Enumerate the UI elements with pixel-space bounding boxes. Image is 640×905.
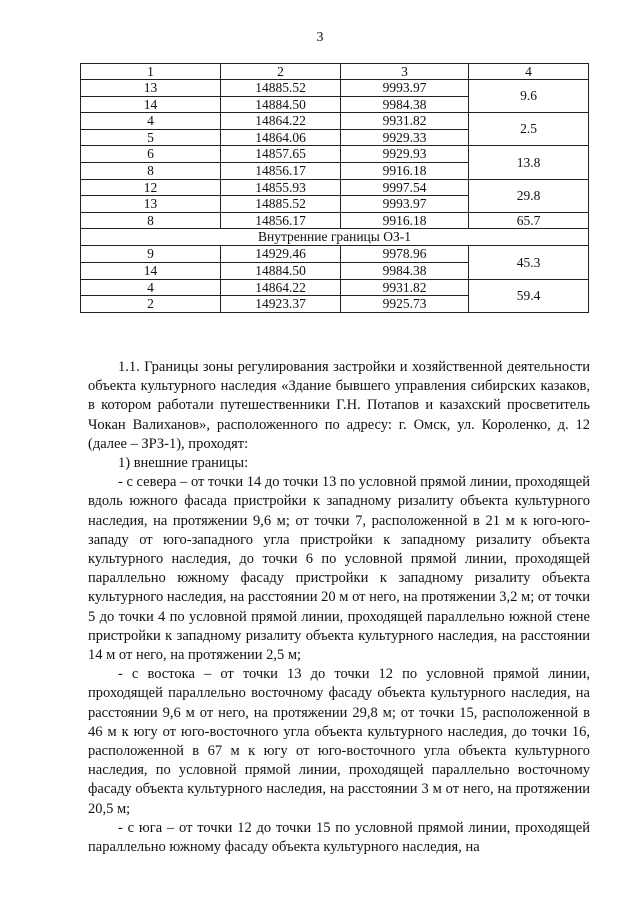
paragraph: - с востока – от точки 13 до точки 12 по условной прямой линии, проходящей параллельно восточному фасаду объекта культурного наследия, на расстоянии 9,6 м от него, на протяжении 29,8 м; от точки 15, расположенной в 46 м к югу от юго-восточного угла объекта культурного наследия, до точки 16, расположенной в 67 м к югу от юго-восточного угла объекта культурного наследия, по условной прямой линии, проходящей параллельно восточному фасаду объекта культурного наследия, на расстоянии 3 м от него, на протяжении 20,5 м;: [88, 666, 590, 817]
y-coordinate-cell: 9997.54: [341, 179, 469, 196]
y-coordinate-cell: 9993.97: [341, 196, 469, 213]
distance-cell: 13.8: [469, 146, 589, 179]
paragraph: - с севера – от точки 14 до точки 13 по условной прямой линии, проходящей вдоль южного фасада пристройки к западному ризалиту объекта культурного наследия, на протяжении 9,6 м; от точки 7, расположенной в 21 м к юго-юго-западу от юго-западного угла пристройки к западному ризалиту объекта культурного наследия, до точки 6 по условной прямой линии, проходящей параллельно южному фасаду пристройки к западному ризалиту объекта культурного наследия, на расстоянии 20 м от него, на протяжении 3,2 м; от точки 5 до точки 4 по условной прямой линии, проходящей параллельно южной стене пристройки к западному ризалиту объекта культурного наследия, на расстоянии 14 м от него, на протяжении 2,5 м;: [88, 474, 590, 664]
point-number-cell: 8: [81, 162, 221, 179]
distance-cell: 2.5: [469, 113, 589, 146]
header-cell: 4: [469, 64, 589, 80]
point-number-cell: 14: [81, 96, 221, 113]
y-coordinate-cell: 9931.82: [341, 279, 469, 296]
distance-cell: 29.8: [469, 179, 589, 212]
y-coordinate-cell: 9984.38: [341, 96, 469, 113]
distance-cell: 45.3: [469, 246, 589, 279]
y-coordinate-cell: 9984.38: [341, 262, 469, 279]
point-number-cell: 14: [81, 262, 221, 279]
y-coordinate-cell: 9916.18: [341, 212, 469, 229]
x-coordinate-cell: 14929.46: [221, 246, 341, 263]
x-coordinate-cell: 14923.37: [221, 296, 341, 313]
table-row: [81, 113, 589, 130]
document-body: [88, 358, 590, 857]
distance-cell: 65.7: [469, 212, 589, 229]
point-number-cell: 9: [81, 246, 221, 263]
table-row: [81, 179, 589, 196]
x-coordinate-cell: 14856.17: [221, 162, 341, 179]
table-header-row: [81, 64, 589, 80]
section-row: [81, 229, 589, 246]
table-row: [81, 212, 589, 229]
paragraph: 1) внешние границы:: [118, 455, 249, 472]
coordinates-table-body: [81, 64, 589, 313]
table-row: [81, 246, 589, 263]
y-coordinate-cell: 9931.82: [341, 113, 469, 130]
point-number-cell: 2: [81, 296, 221, 313]
table-row: [81, 146, 589, 163]
x-coordinate-cell: 14855.93: [221, 179, 341, 196]
header-cell: 1: [81, 64, 221, 80]
header-cell: 2: [221, 64, 341, 80]
section-title: Внутренние границы ОЗ-1: [81, 229, 589, 246]
y-coordinate-cell: 9978.96: [341, 246, 469, 263]
table-row: [81, 279, 589, 296]
point-number-cell: 4: [81, 279, 221, 296]
x-coordinate-cell: 14884.50: [221, 96, 341, 113]
table-row: [81, 80, 589, 97]
distance-cell: 59.4: [469, 279, 589, 312]
y-coordinate-cell: 9916.18: [341, 162, 469, 179]
x-coordinate-cell: 14856.17: [221, 212, 341, 229]
point-number-cell: 13: [81, 80, 221, 97]
header-cell: 3: [341, 64, 469, 80]
page-number: 3: [316, 30, 324, 45]
point-number-cell: 6: [81, 146, 221, 163]
y-coordinate-cell: 9929.33: [341, 129, 469, 146]
distance-cell: 9.6: [469, 80, 589, 113]
point-number-cell: 13: [81, 196, 221, 213]
x-coordinate-cell: 14885.52: [221, 80, 341, 97]
y-coordinate-cell: 9929.93: [341, 146, 469, 163]
x-coordinate-cell: 14864.06: [221, 129, 341, 146]
paragraph: 1.1. Границы зоны регулирования застройки и хозяйственной деятельности объекта культурного наследия «Здание бывшего управления сибирских казаков, в котором работали путешественники Г.Н. Потапов и казахский просветитель Чокан Валиханов», расположенного по адресу: г. Омск, ул. Короленко, д. 12 (далее – ЗРЗ-1), проходят:: [88, 359, 590, 452]
y-coordinate-cell: 9993.97: [341, 80, 469, 97]
x-coordinate-cell: 14885.52: [221, 196, 341, 213]
paragraph: - с юга – от точки 12 до точки 15 по условной прямой линии, проходящей параллельно южному фасаду объекта культурного наследия, на: [88, 819, 590, 856]
x-coordinate-cell: 14884.50: [221, 262, 341, 279]
point-number-cell: 12: [81, 179, 221, 196]
point-number-cell: 4: [81, 113, 221, 130]
y-coordinate-cell: 9925.73: [341, 296, 469, 313]
x-coordinate-cell: 14864.22: [221, 113, 341, 130]
coordinates-table: [80, 63, 589, 313]
point-number-cell: 5: [81, 129, 221, 146]
x-coordinate-cell: 14864.22: [221, 279, 341, 296]
x-coordinate-cell: 14857.65: [221, 146, 341, 163]
point-number-cell: 8: [81, 212, 221, 229]
